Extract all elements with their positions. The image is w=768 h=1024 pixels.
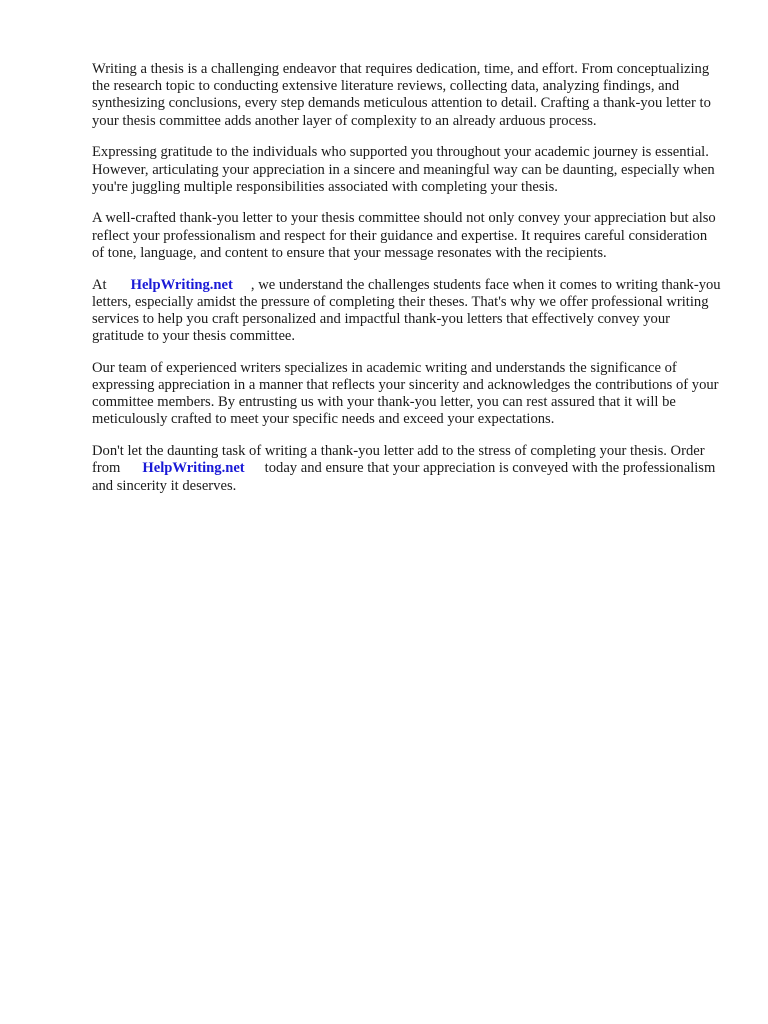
paragraph-cta-lead: Don't let the daunting task of writing a thank-you letter add to the stress of completing your thesis. Order from xyxy=(92,443,705,477)
helpwriting-order-link[interactable]: HelpWriting.net xyxy=(142,460,245,477)
paragraph-gratitude: Expressing gratitude to the individuals who supported you throughout your academic journey is essential. However, articulating your appreciation in a sincere and meaningful way can be daunting, especially when you're juggling multiple responsibilities associated with completing your thesis. xyxy=(92,144,715,195)
paragraph-cta-text: today and ensure that your appreciation is conveyed with the professionalism and sincerity it deserves. xyxy=(92,460,716,494)
paragraph-well-crafted: A well-crafted thank-you letter to your thesis committee should not only convey your appreciation but also reflect your professionalism and respect for their guidance and expertise. It requires careful consideration of tone, language, and content to ensure that your message resonates with the recipients. xyxy=(92,210,716,261)
paragraph-team: Our team of experienced writers specializes in academic writing and understands the significance of expressing appreciation in a manner that reflects your sincerity and acknowledges the contributions of your committee members. By entrusting us with your thank-you letter, you can rest assured that it will be meticulously crafted to meet your specific needs and exceed your expectations. xyxy=(92,359,719,428)
paragraph-service-text: , we understand the challenges students face when it comes to writing thank-you letters, especially amidst the pressure of completing their theses. That's why we offer professional writing services to help you craft personalized and impactful thank-you letters that effectively convey your gratitude to your thesis committee. xyxy=(92,276,721,345)
document-body xyxy=(92,61,722,509)
paragraph-intro: Writing a thesis is a challenging endeavor that requires dedication, time, and effort. From conceptualizing the research topic to conducting extensive literature reviews, collecting data, analyzing findings, and synthesizing conclusions, every step demands meticulous attention to detail. Crafting a thank-you letter to your thesis committee adds another layer of complexity to an already arduous process. xyxy=(92,61,711,129)
paragraph-service xyxy=(92,277,722,346)
helpwriting-link[interactable]: HelpWriting.net xyxy=(130,276,233,293)
paragraph-service-lead: At xyxy=(92,276,107,293)
paragraph-call-to-action xyxy=(92,443,722,495)
